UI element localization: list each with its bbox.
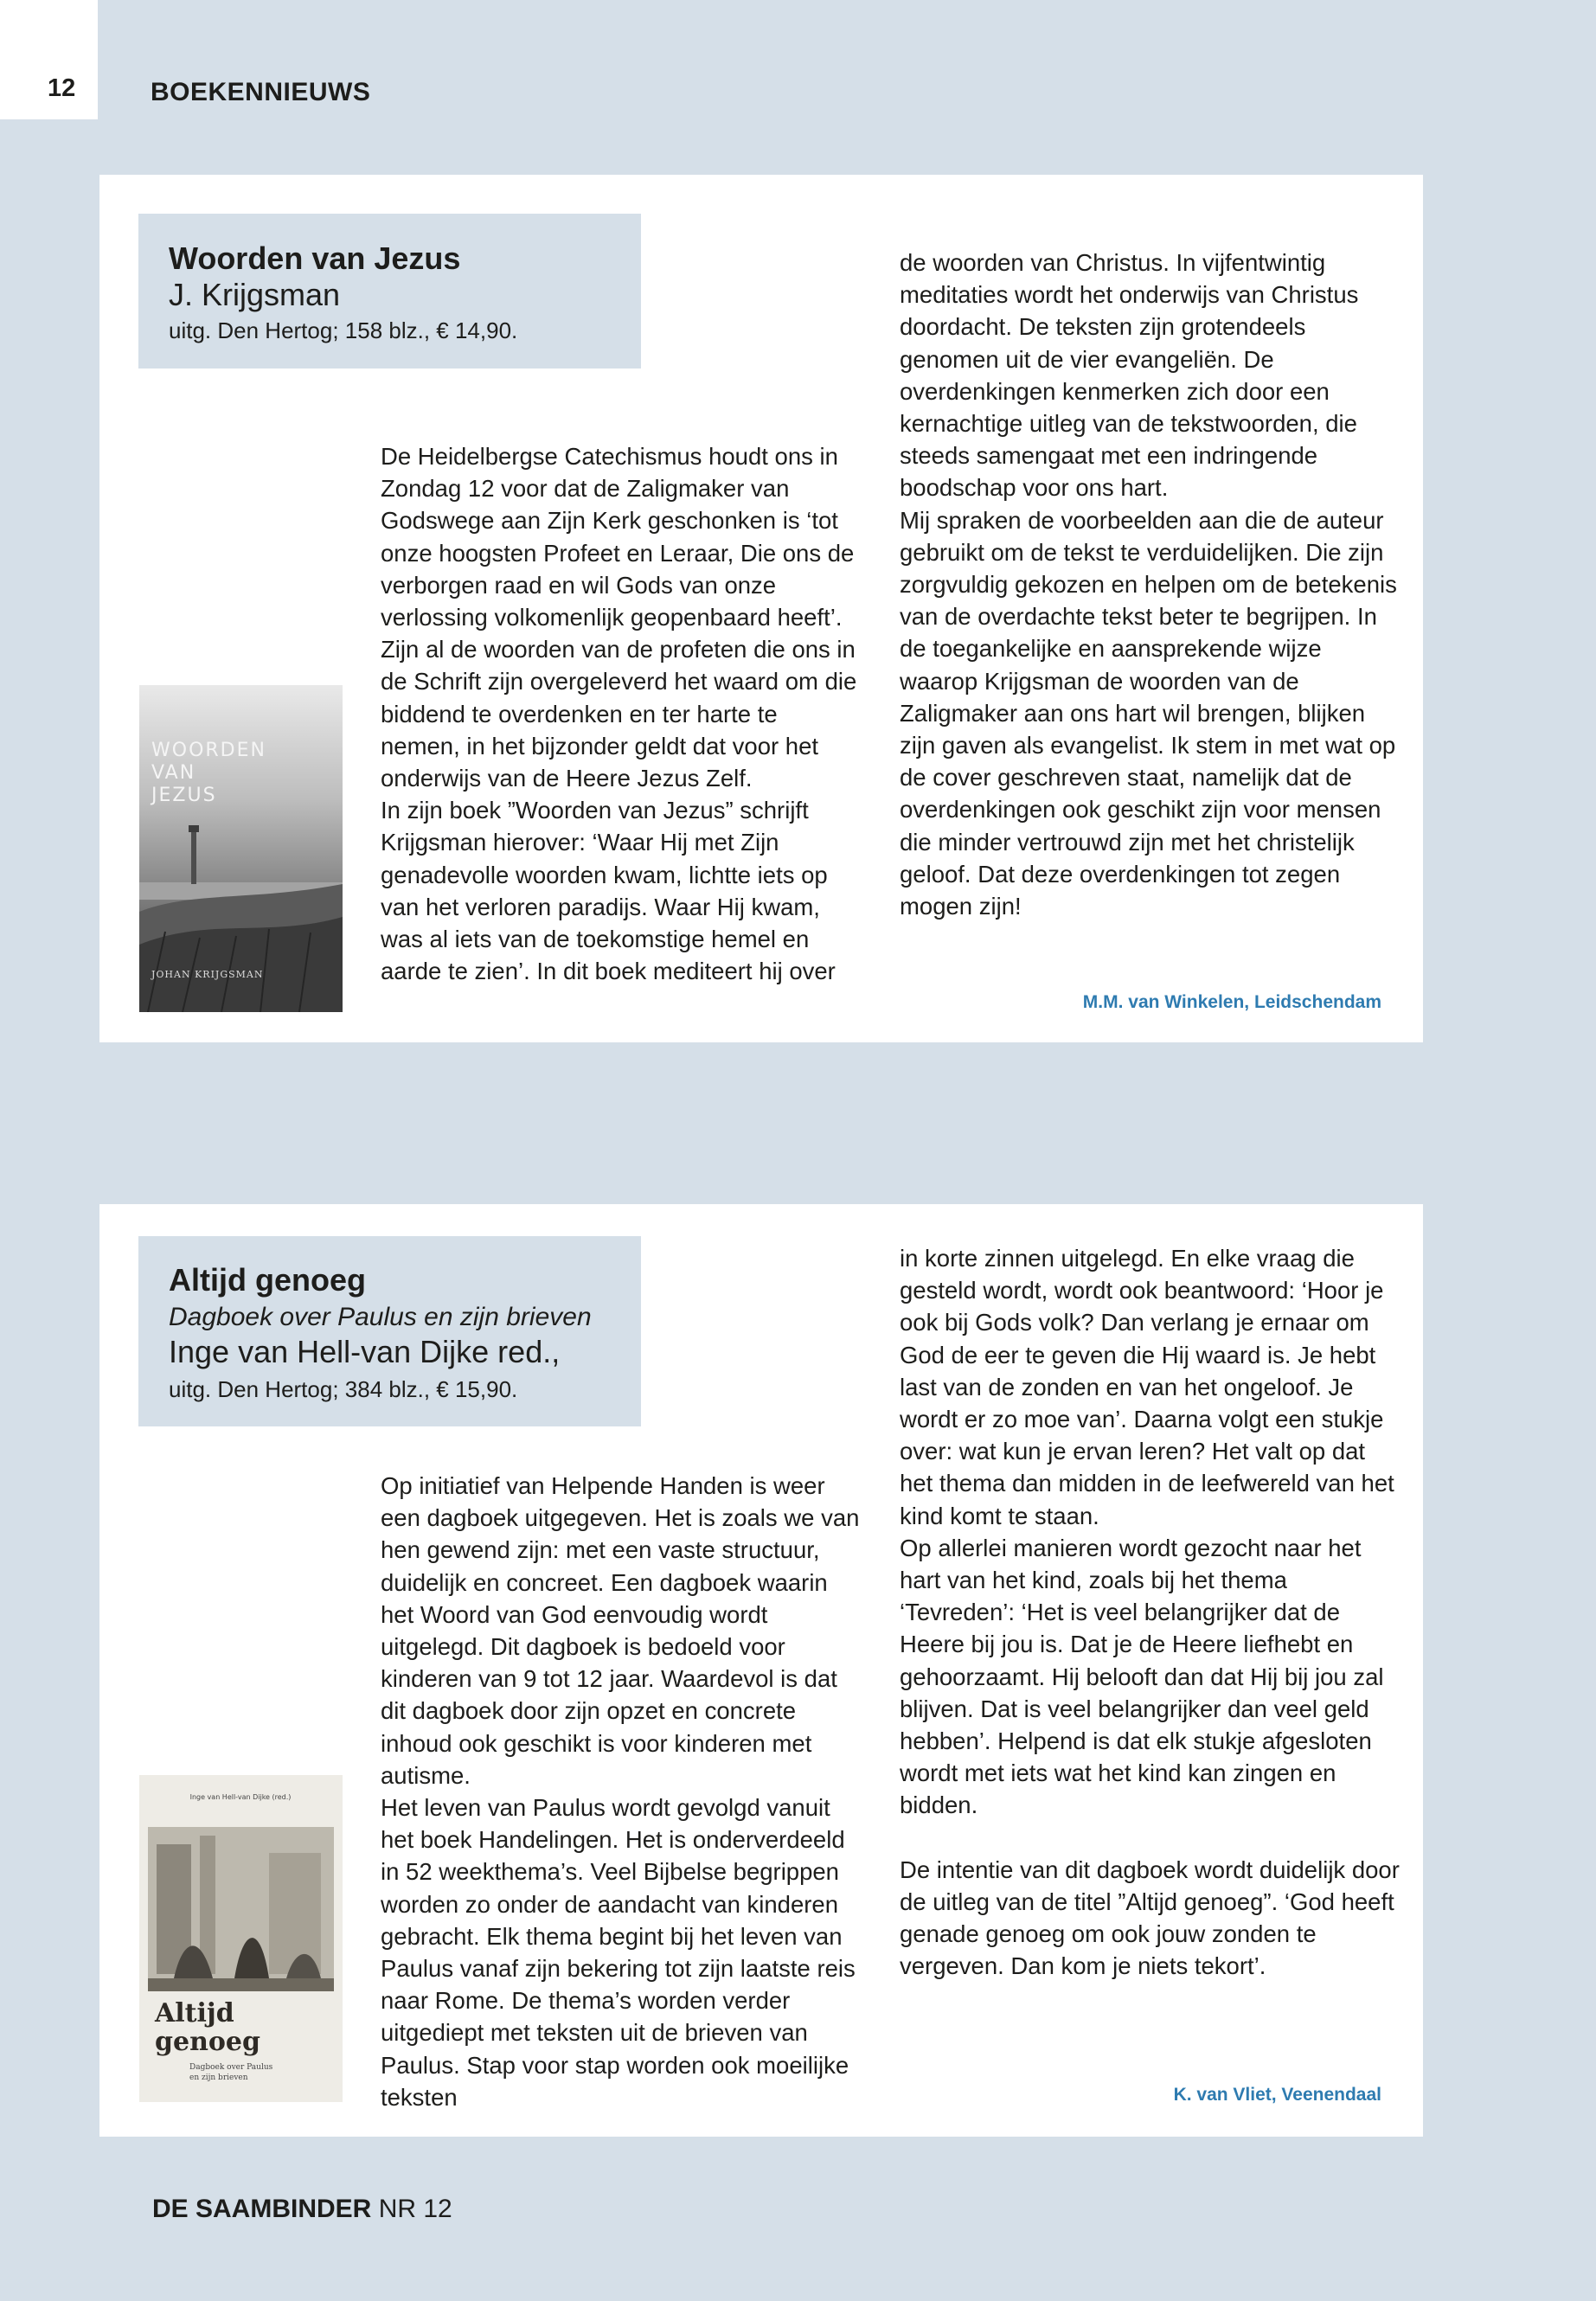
reviewer-name: K. van Vliet, Veenendaal xyxy=(1173,2085,1381,2105)
review-text-column-1 xyxy=(381,440,861,987)
review-card-altijd-genoeg xyxy=(99,1204,1423,2137)
cover-title-line1: Altijd xyxy=(155,1998,234,2029)
cover-author: Inge van Hell-van Dijke (red.) xyxy=(189,1793,292,1801)
paragraph: De Heidelbergse Catechismus houdt ons in Zondag 12 voor dat de Zaligmaker van Godswege aan Zijn Kerk geschonken is ‘tot onze hoogsten Profeet en Leraar, Die ons de verborgen raad en wil Gods van onze verlossing volkomenlijk geopenbaard heeft’. Zijn al de woorden van de profeten die ons in de Schrift zijn overgeleverd het waard om die biddend te overdenken en ter harte te nemen, in het bijzonder geldt dat voor het onderwijs van de Heere Jezus Zelf. xyxy=(381,443,857,792)
paragraph: de woorden van Christus. In vijfentwintig meditaties wordt het onderwijs van Christus doordacht. De teksten zijn grotendeels genomen uit de vier evangeliën. De overdenkingen kenmerken zich door een kernachtige uitleg van de tekstwoorden, die steeds samengaat met een indringende boodschap voor ons hart. xyxy=(900,249,1359,502)
book-title: Altijd genoeg xyxy=(169,1262,366,1298)
paragraph: Op allerlei manieren wordt gezocht naar het hart van het kind, zoals bij het thema ‘Tevreden’: ‘Het is veel belangrijker dat de Heere bij jou is. Dat je de Heere liefhebt en gehoorzaamt. Hij belooft dan dat Hij bij jou zal blijven. Dat is veel belangrijker dan veel geld hebben’. Helpend is dat elk stukje afgesloten wordt met iets wat het kind kan zingen en bidden. xyxy=(900,1534,1384,1819)
book-publisher: uitg. Den Hertog; 158 blz., € 14,90. xyxy=(169,317,518,343)
paragraph: De intentie van dit dagboek wordt duidelijk door de uitleg van de titel ”Altijd genoeg”. ‘God heeft genade genoeg om ook jouw zonden te vergeven. Dan kom je niets tekort’. xyxy=(900,1856,1400,1980)
cover-title-line1: WOORDEN xyxy=(151,740,266,761)
magazine-name: DE SAAMBINDER xyxy=(152,2195,372,2223)
book-title: Woorden van Jezus xyxy=(169,240,461,276)
paragraph: In zijn boek ”Woorden van Jezus” schrijft Krijgsman hierover: ‘Waar Hij met Zijn genadevolle woorden kwam, lichtte iets op van het verloren paradijs. Waar Hij kwam, was al iets van de toekomstige hemel en aarde te zien’. In dit boek mediteert hij over xyxy=(381,797,836,985)
section-label: BOEKENNIEUWS xyxy=(151,78,371,106)
page-number: 12 xyxy=(48,74,76,102)
reviewer-name: M.M. van Winkelen, Leidschendam xyxy=(1082,992,1381,1012)
book-author: J. Krijgsman xyxy=(169,277,341,312)
book-cover-woorden-van-jezus xyxy=(139,685,343,1012)
book-info-box xyxy=(138,214,641,369)
book-publisher: uitg. Den Hertog; 384 blz., € 15,90. xyxy=(169,1376,518,1402)
review-text-column-2 xyxy=(900,247,1401,922)
paragraph: Het leven van Paulus wordt gevolgd vanuit het boek Handelingen. Het is onderverdeeld in 52 weekthema’s. Veel Bijbelse begrippen worden zo onder de aandacht van kinderen gebracht. Elk thema begint bij het leven van Paulus vanaf zijn bekering tot zijn laatste reis naar Rome. De thema’s worden verder uitgediept met teksten uit de brieven van Paulus. Stap voor stap worden ook moeilijke teksten xyxy=(381,1794,856,2111)
cover-subtitle-line1: Dagboek over Paulus xyxy=(189,2063,273,2072)
review-card-woorden-van-jezus xyxy=(99,175,1423,1042)
book-info-box xyxy=(138,1236,641,1426)
cover-title-line2: genoeg xyxy=(155,2027,260,2057)
book-subtitle: Dagboek over Paulus en zijn brieven xyxy=(169,1303,592,1331)
review-text-column-2 xyxy=(900,1242,1401,1982)
book-cover-altijd-genoeg xyxy=(139,1775,343,2102)
footer xyxy=(152,2195,452,2224)
cover-author: JOHAN KRIJGSMAN xyxy=(151,969,264,980)
paragraph: Op initiatief van Helpende Handen is weer een dagboek uitgegeven. Het is zoals we van hen gewend zijn: met een vaste structuur, duidelijk en concreet. Een dagboek waarin het Woord van God eenvoudig wordt uitgelegd. Dit dagboek is bedoeld voor kinderen van 9 tot 12 jaar. Waardevol is dat dit dagboek door zijn opzet en concrete inhoud ook geschikt is voor kinderen met autisme. xyxy=(381,1472,860,1789)
cover-title-line2: VAN xyxy=(151,762,196,784)
cover-title-line3: JEZUS xyxy=(151,785,217,806)
issue-number: NR 12 xyxy=(378,2195,452,2223)
book-author: Inge van Hell-van Dijke red., xyxy=(169,1334,561,1369)
review-text-column-1 xyxy=(381,1470,861,2113)
paragraph: in korte zinnen uitgelegd. En elke vraag die gesteld wordt, wordt ook beantwoord: ‘Hoor je ook bij Gods volk? Dan verlang je ernaar om God de eer te geven die Hij waard is. Je hebt last van de zonden en van het ongeloof. Je wordt er zo moe van’. Daarna volgt een stukje over: wat kun je ervan leren? Het valt op dat het thema dan midden in de leefwereld van het kind komt te staan. xyxy=(900,1245,1394,1529)
paragraph: Mij spraken de voorbeelden aan die de auteur gebruikt om de tekst te verduidelijken. Die zijn zorgvuldig gekozen en helpen om de betekenis van de overdachte tekst beter te begrijpen. In de toegankelijke en aansprekende wijze waarop Krijgsman de woorden van de Zaligmaker aan ons hart wil brengen, blijken zijn gaven als evangelist. Ik stem in met wat op de cover geschreven staat, namelijk dat de overdenkingen ook geschikt zijn voor mensen die minder vertrouwd zijn met het christelijk geloof. Dat deze overdenkingen tot zegen mogen zijn! xyxy=(900,506,1397,920)
cover-subtitle-line2: en zijn brieven xyxy=(189,2073,248,2082)
